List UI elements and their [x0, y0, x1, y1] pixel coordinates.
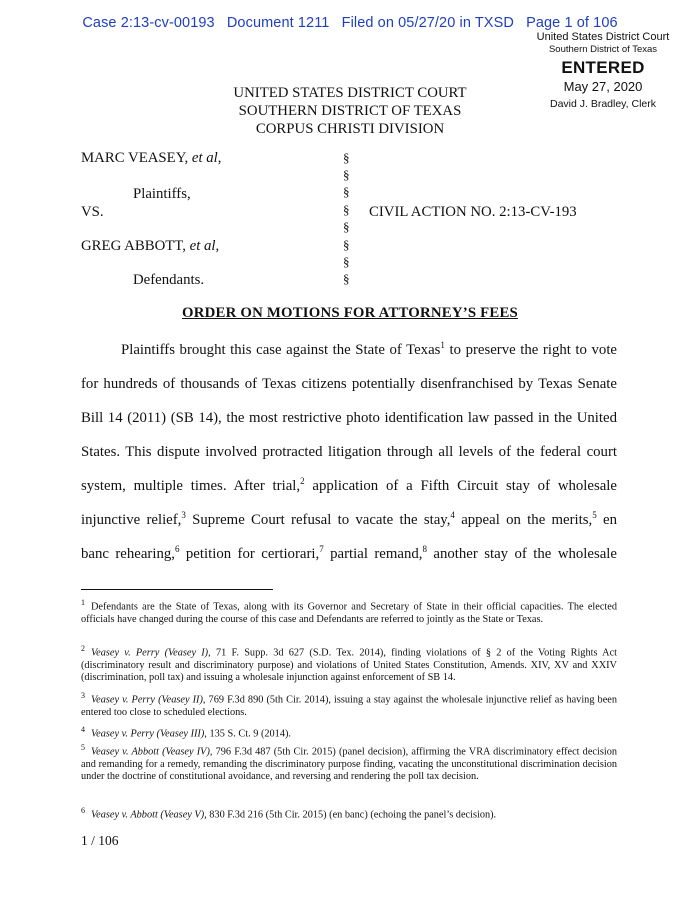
stamp-date: May 27, 2020: [563, 79, 643, 94]
stamp-district: Southern District of Texas: [548, 44, 658, 55]
stamp-status: ENTERED: [561, 58, 645, 77]
footnote-5: $^5$ Veasey v. Abbott (Veasey IV), 796 F.3d 487 (5th Cir. 2015) (panel decision), affirming the VRA discriminatory effect decision and remanding for a remedy, remanding the discriminatory purpose finding, vacating the unconstitutional discrimination decision under the doctrine of constitutional avoidance, and reversing and rendering the poll tax decision.: [81, 743, 618, 782]
court-line-1: UNITED STATES DISTRICT COURT: [233, 85, 467, 101]
footnote-ref[interactable]: 6: [174, 544, 180, 555]
stamp-clerk: David J. Bradley, Clerk: [549, 98, 656, 110]
footnote-4: $^4$ Veasey v. Perry (Veasey III), 135 S. Ct. 9 (2014).: [81, 725, 291, 740]
footnote-divider: [81, 589, 273, 590]
defendant-party: GREG ABBOTT, et al,: [81, 238, 220, 254]
footnote-ref[interactable]: 7: [319, 544, 324, 555]
case-number: Case 2:13-cv-00193: [82, 15, 215, 31]
body-line: for hundreds of thousands of Texas citizens potentially disenfranchised by Texas Senate: [81, 376, 617, 392]
stamp-court: United States District Court: [536, 31, 670, 43]
footnote-ref[interactable]: 1: [440, 340, 445, 351]
section-symbol: §: [343, 202, 350, 217]
section-symbol: §: [343, 150, 350, 165]
page-number: 1 / 106: [81, 833, 119, 848]
plaintiffs-label: Plaintiffs,: [133, 186, 191, 202]
footnote-3: $^3$ Veasey v. Perry (Veasey II), 769 F.3d 890 (5th Cir. 2014), issuing a stay against the wholesale injunctive relief as having been entered too close to scheduled elections.: [81, 691, 617, 718]
body-line: system, multiple times. After trial,$^2$ application of a Fifth Circuit stay of wholesale: [81, 476, 617, 494]
plaintiff-party: MARC VEASEY, et al,: [81, 150, 222, 166]
section-symbol: §: [343, 271, 350, 286]
body-line: Bill 14 (2011) (SB 14), the most restrictive photo identification law passed in the United: [81, 410, 617, 426]
filing-header: [0, 15, 700, 31]
body-line: Plaintiffs brought this case against the State of Texas$^1$ to preserve the right to vote: [121, 340, 617, 358]
section-symbol: §: [343, 184, 350, 199]
section-symbol: §: [343, 219, 350, 234]
court-line-3: CORPUS CHRISTI DIVISION: [255, 121, 445, 137]
body-line: banc rehearing,$^6$ petition for certiorari,$^7$ partial remand,$^8$ another stay of the wholesale: [81, 544, 617, 562]
versus: VS.: [81, 204, 104, 220]
footnote-ref[interactable]: 2: [300, 476, 305, 487]
document-number: Document 1211: [226, 15, 330, 31]
footnote-6: $^6$ Veasey v. Abbott (Veasey V), 830 F.3d 216 (5th Cir. 2015) (en banc) (echoing the panel’s decision).: [81, 806, 497, 821]
section-symbol: §: [343, 254, 350, 269]
body-line: States. This dispute involved protracted litigation through all levels of the federal court: [81, 444, 617, 460]
filed-date: Filed on 05/27/20 in TXSD: [341, 15, 514, 31]
court-line-2: SOUTHERN DISTRICT OF TEXAS: [238, 103, 462, 119]
defendants-label: Defendants.: [133, 272, 205, 288]
footnote-1: $^1$ Defendants are the State of Texas, along with its Governor and Secretary of State in their official capacities. The elected officials have changed during the course of this case and Defendants are referred to jointly as the State or Texas.: [81, 598, 617, 625]
section-symbol: §: [343, 167, 350, 182]
civil-action-number: CIVIL ACTION NO. 2:13-CV-193: [369, 204, 577, 220]
page-indicator: Page 1 of 106: [526, 15, 618, 31]
court-heading: [0, 84, 700, 138]
section-symbol: §: [343, 237, 350, 252]
footnote-ref[interactable]: 5: [592, 510, 597, 521]
footnote-ref[interactable]: 3: [181, 510, 186, 521]
order-title: ORDER ON MOTIONS FOR ATTORNEY’S FEES: [182, 305, 518, 321]
footnote-ref[interactable]: 8: [422, 544, 427, 555]
footnote-2: $^2$ Veasey v. Perry (Veasey I), 71 F. Supp. 3d 627 (S.D. Tex. 2014), finding violations of § 2 of the Voting Rights Act (discriminatory result and discriminatory purpose) and violations of United States Constitution, Amends. XIV, XV and XXIV (discrimination, poll tax) and issuing a wholesale injunction against enforcement of SB 14.: [81, 644, 618, 683]
footnote-ref[interactable]: 4: [450, 510, 455, 521]
body-line: injunctive relief,$^3$ Supreme Court refusal to vacate the stay,$^4$ appeal on the merits,$^5$ en: [81, 510, 617, 528]
